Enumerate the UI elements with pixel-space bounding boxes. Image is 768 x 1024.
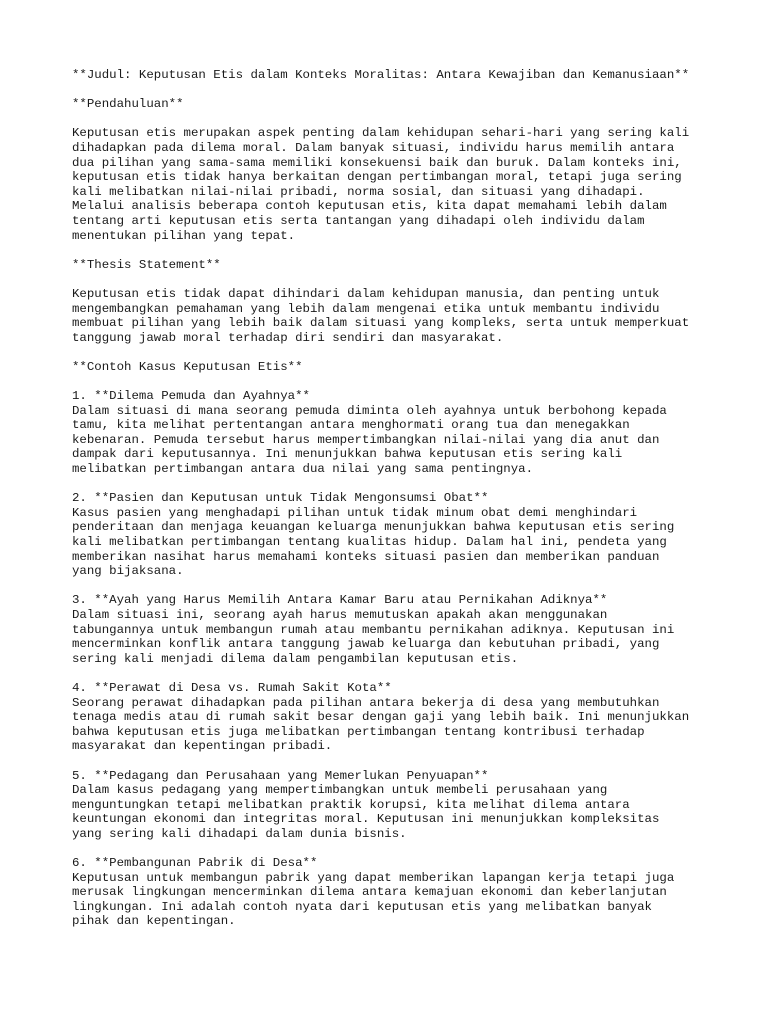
case-item-2: [72, 491, 712, 579]
paragraph-pendahuluan: [72, 126, 712, 243]
case-title: 2. **Pasien dan Keputusan untuk Tidak Mengonsumsi Obat**: [72, 491, 489, 506]
text-line: Seorang perawat dihadapkan pada pilihan antara bekerja di desa yang membutuhkan: [72, 695, 660, 710]
text-line: tenaga medis atau di rumah sakit besar dengan gaji yang lebih baik. Ini menunjukkan: [72, 710, 690, 725]
text-line: mencerminkan konflik antara tanggung jawab keluarga dan kebutuhan pribadi, yang: [72, 637, 660, 652]
case-title: 4. **Perawat di Desa vs. Rumah Sakit Kota**: [72, 680, 392, 695]
text-line: Dalam situasi ini, seorang ayah harus memutuskan apakah akan menggunakan: [72, 607, 608, 622]
text-line: bahwa keputusan etis juga melibatkan pertimbangan tentang kontribusi terhadap: [72, 724, 645, 739]
text-line: sering kali menjadi dilema dalam pengambilan keputusan etis.: [72, 651, 519, 666]
case-title: 3. **Ayah yang Harus Memilih Antara Kamar Baru atau Pernikahan Adiknya**: [72, 593, 608, 608]
text-line: membuat pilihan yang lebih baik dalam situasi yang kompleks, serta untuk memperkuat: [72, 316, 690, 331]
section-heading-thesis: [72, 258, 712, 273]
text-line: kali melibatkan nilai-nilai pribadi, norma sosial, dan situasi yang dihadapi.: [72, 184, 645, 199]
text-line: masyarakat dan kepentingan pribadi.: [72, 739, 333, 754]
case-item-1: [72, 389, 712, 477]
text-line: yang bijaksana.: [72, 564, 184, 579]
case-title: 6. **Pembangunan Pabrik di Desa**: [72, 856, 318, 871]
text-line: Kasus pasien yang menghadapi pilihan untuk tidak minum obat demi menghindari: [72, 505, 638, 520]
text-line: yang sering kali dihadapi dalam dunia bisnis.: [72, 826, 407, 841]
text-line: mengembangkan pemahaman yang lebih dalam mengenai etika untuk membantu individu: [72, 301, 660, 316]
text-line: merusak lingkungan mencerminkan dilema antara kemajuan ekonomi dan keberlanjutan: [72, 885, 667, 900]
text-line: Keputusan etis merupakan aspek penting dalam kehidupan sehari-hari yang sering kali: [72, 126, 690, 141]
text-line: keputusan etis tidak hanya berkaitan dengan pertimbangan moral, tetapi juga sering: [72, 170, 682, 185]
text-line: **Thesis Statement**: [72, 257, 221, 272]
text-line: Dalam kasus pedagang yang mempertimbangkan untuk membeli perusahaan yang: [72, 783, 608, 798]
case-item-5: [72, 769, 712, 842]
case-title: 1. **Dilema Pemuda dan Ayahnya**: [72, 389, 310, 404]
text-line: penderitaan dan menjaga keuangan keluarga menunjukkan bahwa keputusan etis sering: [72, 520, 675, 535]
text-line: pihak dan kepentingan.: [72, 914, 236, 929]
document-title: [72, 68, 712, 83]
text-line: **Judul: Keputusan Etis dalam Konteks Moralitas: Antara Kewajiban dan Kemanusiaan**: [72, 68, 690, 82]
case-title: 5. **Pedagang dan Perusahaan yang Memerlukan Penyuapan**: [72, 768, 489, 783]
text-line: tentang arti keputusan etis serta tantangan yang dihadapi oleh individu dalam: [72, 213, 645, 228]
document-page: [72, 68, 712, 944]
text-line: tanggung jawab moral terhadap diri sendiri dan masyarakat.: [72, 330, 504, 345]
text-line: **Pendahuluan**: [72, 97, 184, 112]
text-line: melibatkan pertimbangan antara dua nilai yang sama pentingnya.: [72, 462, 534, 477]
text-line: menentukan pilihan yang tepat.: [72, 228, 296, 243]
case-item-6: [72, 856, 712, 929]
text-line: dua pilihan yang sama-sama memiliki konsekuensi baik dan buruk. Dalam konteks ini,: [72, 155, 682, 170]
case-item-3: [72, 593, 712, 666]
paragraph-thesis: [72, 287, 712, 345]
text-line: Keputusan etis tidak dapat dihindari dalam kehidupan manusia, dan penting untuk: [72, 286, 660, 301]
text-line: tamu, kita melihat pertentangan antara menghormati orang tua dan menegakkan: [72, 418, 630, 433]
section-heading-pendahuluan: [72, 97, 712, 112]
text-line: Dalam situasi di mana seorang pemuda diminta oleh ayahnya untuk berbohong kepada: [72, 403, 667, 418]
case-item-4: [72, 681, 712, 754]
text-line: Keputusan untuk membangun pabrik yang dapat memberikan lapangan kerja tetapi juga: [72, 870, 675, 885]
text-line: memberikan nasihat harus memahami konteks situasi pasien dan memberikan panduan: [72, 549, 660, 564]
text-line: tabungannya untuk membangun rumah atau membantu pernikahan adiknya. Keputusan ini: [72, 622, 675, 637]
text-line: kali melibatkan pertimbangan tentang kualitas hidup. Dalam hal ini, pendeta yang: [72, 535, 667, 549]
text-line: keuntungan ekonomi dan integritas moral. Keputusan ini menunjukkan kompleksitas: [72, 812, 660, 827]
section-heading-contoh-kasus: [72, 360, 712, 375]
text-line: Melalui analisis beberapa contoh keputusan etis, kita dapat memahami lebih dalam: [72, 199, 667, 214]
text-line: menguntungkan tetapi melibatkan praktik korupsi, kita melihat dilema antara: [72, 797, 630, 812]
text-line: lingkungan. Ini adalah contoh nyata dari keputusan etis yang melibatkan banyak: [72, 899, 652, 914]
text-line: kebenaran. Pemuda tersebut harus mempertimbangkan nilai-nilai yang dia anut dan: [72, 432, 660, 447]
text-line: **Contoh Kasus Keputusan Etis**: [72, 359, 303, 374]
text-line: dampak dari keputusannya. Ini menunjukkan bahwa keputusan etis sering kali: [72, 447, 623, 462]
text-line: dihadapkan pada dilema moral. Dalam banyak situasi, individu harus memilih antara: [72, 140, 675, 155]
